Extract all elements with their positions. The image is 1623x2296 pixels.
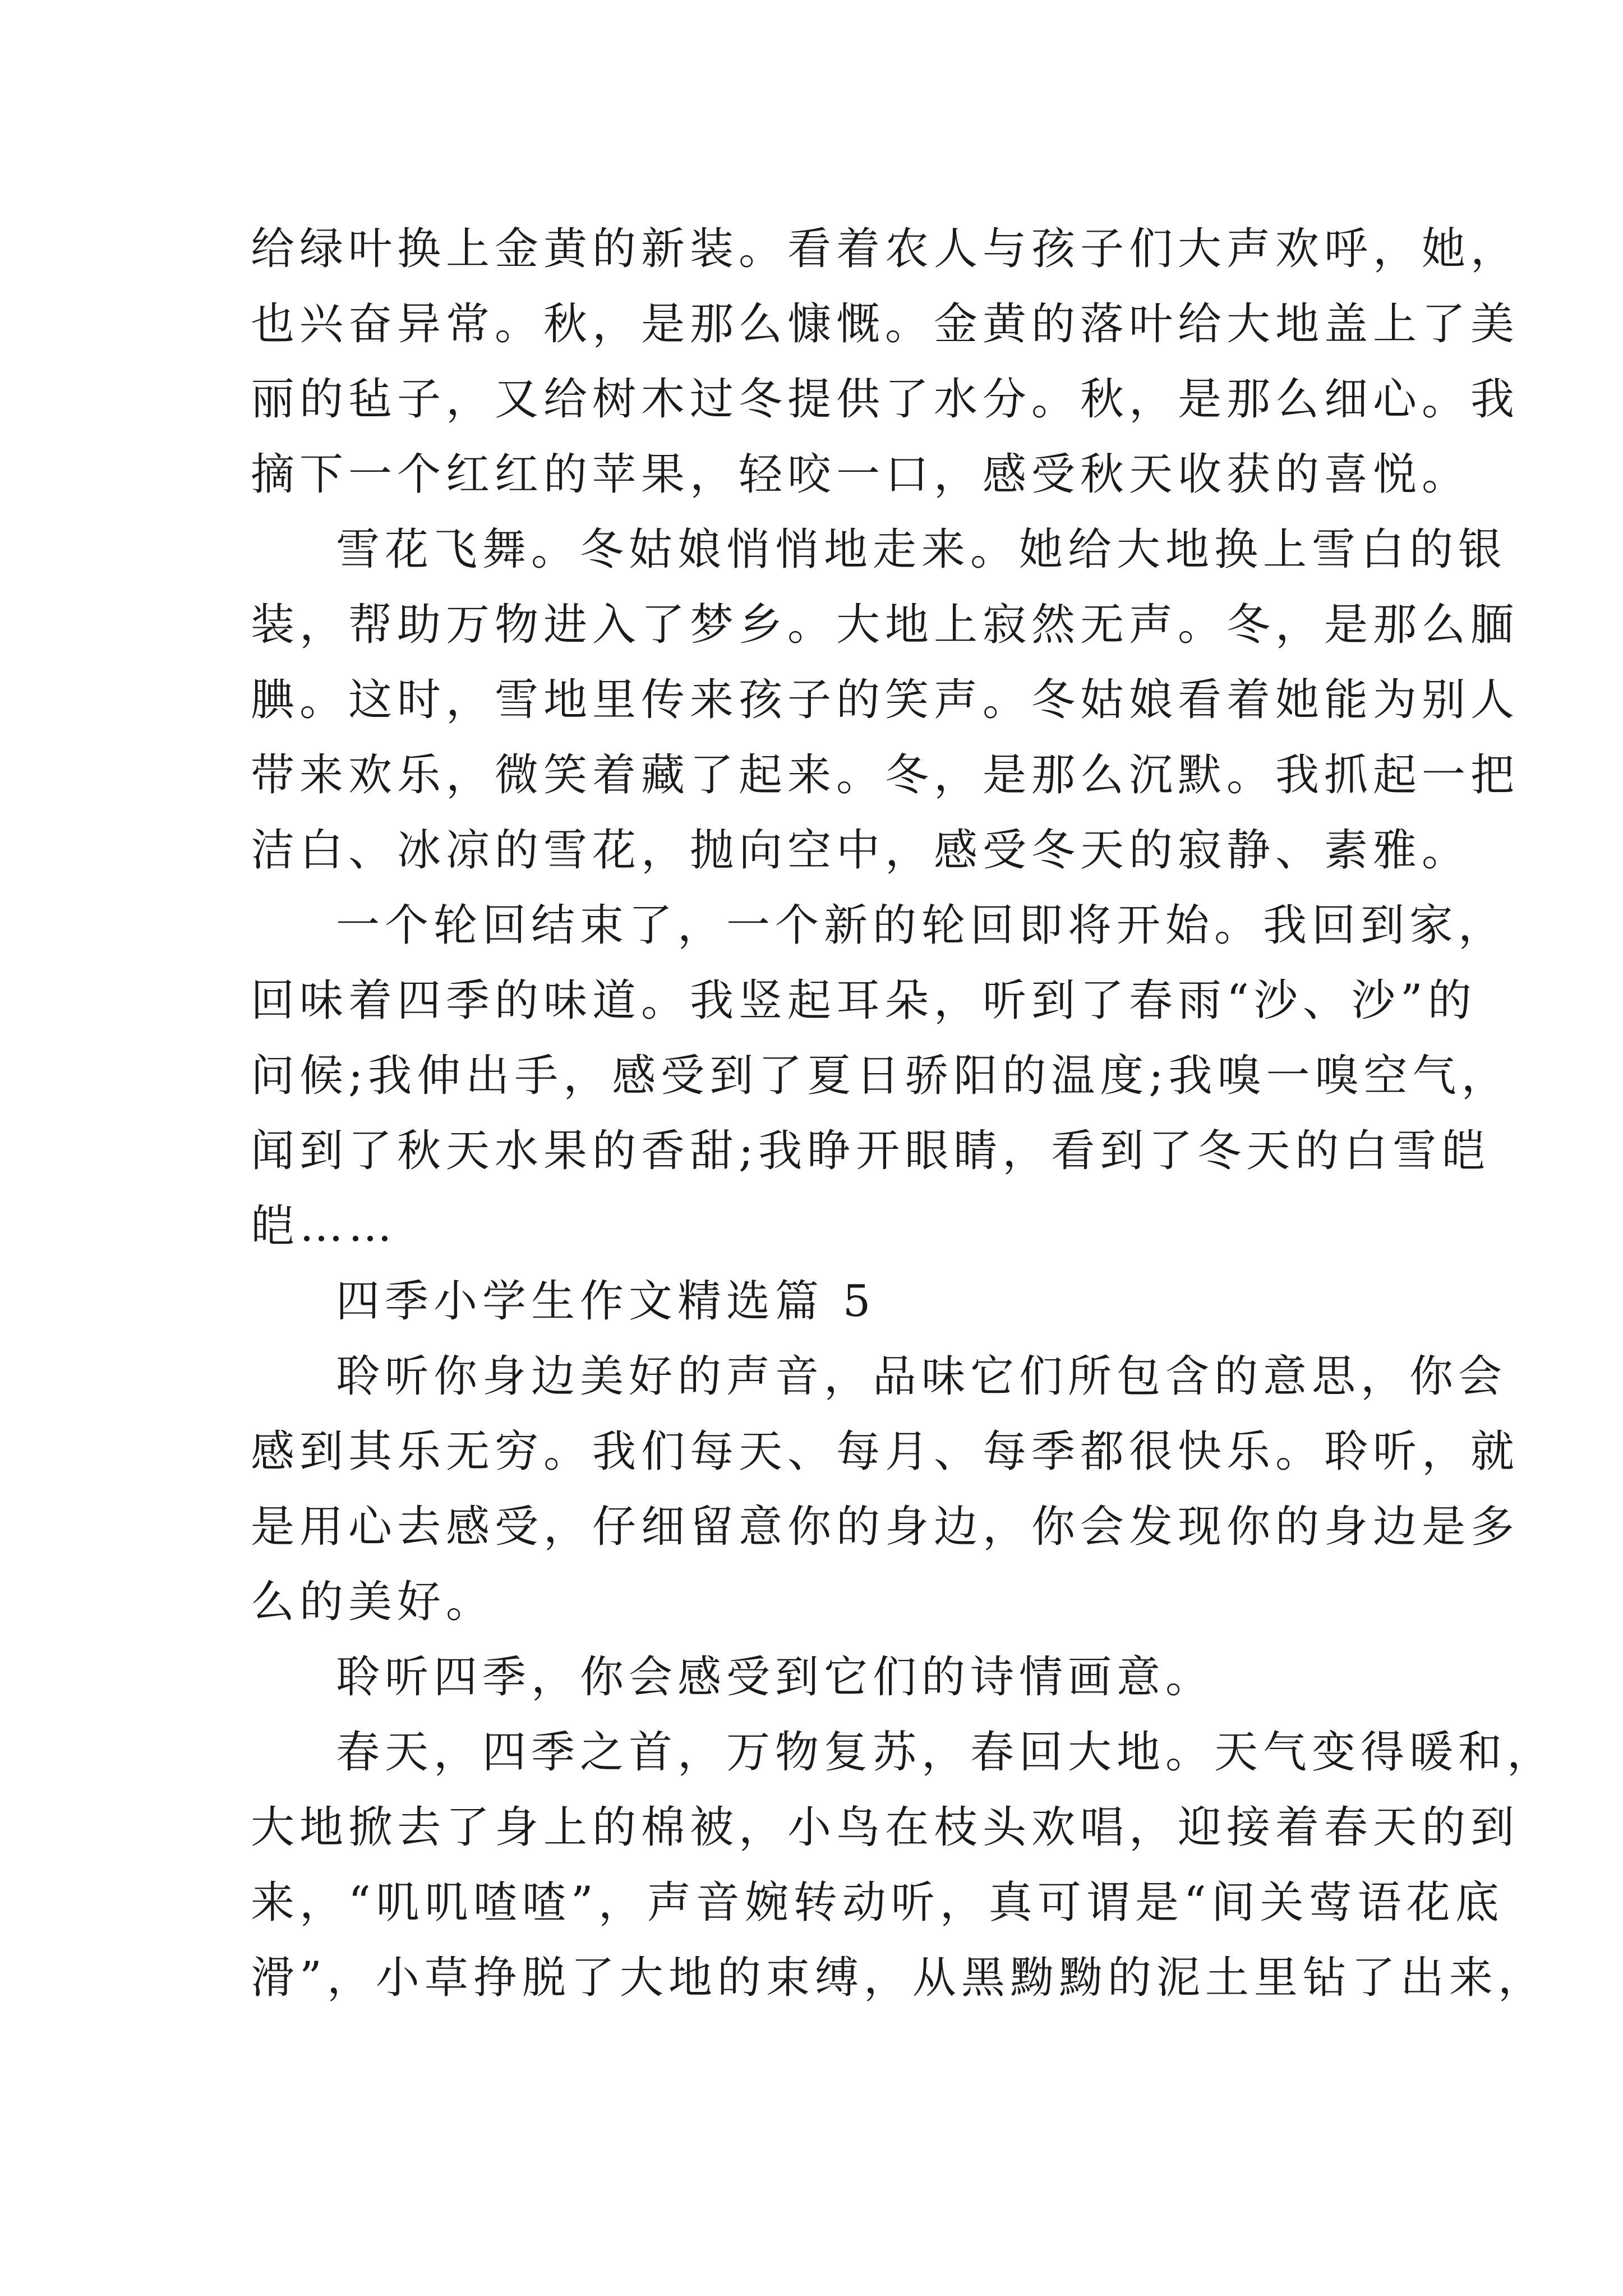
text-line: 装，帮助万物进入了梦乡。大地上寂然无声。冬，是那么腼 [251, 600, 1520, 650]
text-line: 腆。这时，雪地里传来孩子的笑声。冬姑娘看着她能为别人 [251, 675, 1520, 725]
text-line: 闻到了秋天水果的香甜;我睁开眼睛，看到了冬天的白雪皑 [251, 1126, 1491, 1176]
text-line: 大地掀去了身上的棉被，小鸟在枝头欢唱，迎接着春天的到 [251, 1802, 1520, 1853]
text-line: 丽的毡子，又给树木过冬提供了水分。秋，是那么细心。我 [251, 374, 1520, 425]
text-line: 滑”，小草挣脱了大地的束缚，从黑黝黝的泥土里钻了出来， [251, 1953, 1547, 2003]
paragraph-first-line: 聆听四季，你会感受到它们的诗情画意。 [336, 1652, 1215, 1703]
text-line: 回味着四季的味道。我竖起耳朵，听到了春雨“沙、沙”的 [251, 976, 1477, 1026]
text-line: 感到其乐无穷。我们每天、每月、每季都很快乐。聆听，就 [251, 1427, 1520, 1477]
text-line: 问候;我伸出手，感受到了夏日骄阳的温度;我嗅一嗅空气， [251, 1051, 1510, 1101]
section-heading: 四季小学生作文精选篇 5 [336, 1276, 876, 1327]
paragraph-first-line: 聆听你身边美好的声音，品味它们所包含的意思，你会 [336, 1351, 1507, 1402]
text-line: 给绿叶换上金黄的新装。看着农人与孩子们大声欢呼，她， [251, 224, 1520, 274]
paragraph-first-line: 春天，四季之首，万物复苏，春回大地。天气变得暖和， [336, 1727, 1556, 1778]
text-line: 皑…… [251, 1201, 398, 1251]
text-line: 也兴奋异常。秋，是那么慷慨。金黄的落叶给大地盖上了美 [251, 299, 1520, 349]
text-line: 摘下一个红红的苹果，轻咬一口，感受秋天收获的喜悦。 [251, 449, 1471, 500]
paragraph-first-line: 雪花飞舞。冬姑娘悄悄地走来。她给大地换上雪白的银 [336, 524, 1507, 575]
text-line: 么的美好。 [251, 1577, 495, 1627]
text-line: 来，“叽叽喳喳”，声音婉转动听，真可谓是“间关莺语花底 [251, 1878, 1504, 1928]
text-line: 是用心去感受，仔细留意你的身边，你会发现你的身边是多 [251, 1502, 1520, 1552]
text-line: 洁白、冰凉的雪花，抛向空中，感受冬天的寂静、素雅。 [251, 825, 1471, 876]
paragraph-first-line: 一个轮回结束了，一个新的轮回即将开始。我回到家， [336, 900, 1507, 951]
text-line: 带来欢乐，微笑着藏了起来。冬，是那么沉默。我抓起一把 [251, 750, 1520, 800]
